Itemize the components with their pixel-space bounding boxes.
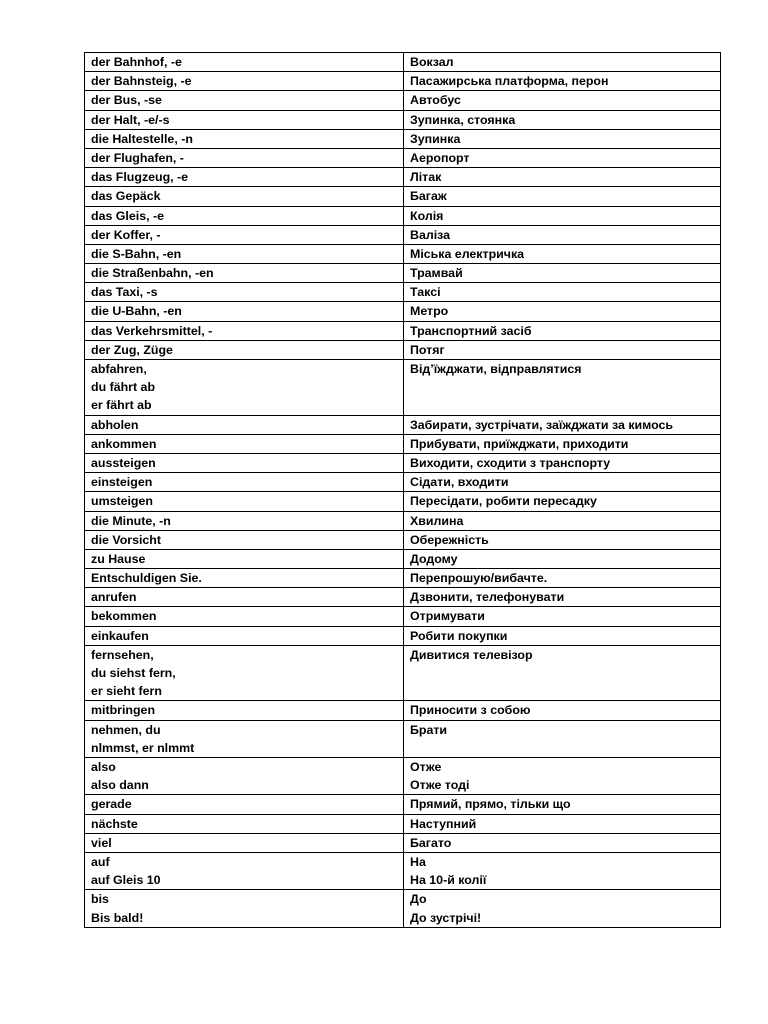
german-term-text: der Zug, Züge: [91, 342, 173, 357]
german-term-text: bis: [91, 892, 109, 907]
ukrainian-translation-cell: [404, 626, 721, 645]
ukrainian-translation-text: Літак: [410, 170, 442, 185]
german-term-cell: [85, 129, 404, 148]
german-term-text: die U-Bahn, -en: [91, 304, 182, 319]
german-term-text: auf Gleis 10: [91, 873, 161, 888]
table-row: [85, 91, 721, 110]
ukrainian-translation-text: Приносити з собою: [410, 703, 531, 718]
table-row: [85, 453, 721, 472]
ukrainian-translation-cell: [404, 569, 721, 588]
table-row: [85, 434, 721, 453]
german-term-text: abholen: [91, 417, 139, 432]
table-row: [85, 626, 721, 645]
ukrainian-translation-text: Вокзал: [410, 55, 454, 69]
ukrainian-translation-text: Багаж: [410, 189, 447, 204]
table-row: [85, 264, 721, 283]
table-row: [85, 833, 721, 852]
german-term-cell: [85, 168, 404, 187]
german-term-text: fernsehen,: [91, 647, 154, 662]
german-term-cell: [85, 283, 404, 302]
german-term-cell: [85, 244, 404, 263]
german-term-cell: [85, 511, 404, 530]
german-term-cell: [85, 340, 404, 359]
table-row: [85, 168, 721, 187]
ukrainian-translation-cell: [404, 795, 721, 814]
german-term-text: nehmen, du: [91, 722, 161, 737]
german-term-cell: [85, 758, 404, 795]
ukrainian-translation-text: Прямий, прямо, тільки що: [410, 797, 571, 812]
german-term-cell: [85, 264, 404, 283]
german-term-text: der Flughafen, -: [91, 150, 184, 165]
ukrainian-translation-cell: [404, 453, 721, 472]
ukrainian-translation-cell: [404, 321, 721, 340]
table-row: [85, 72, 721, 91]
german-term-cell: [85, 206, 404, 225]
ukrainian-translation-cell: [404, 814, 721, 833]
ukrainian-translation-cell: [404, 890, 721, 927]
german-term-cell: [85, 890, 404, 927]
ukrainian-translation-cell: [404, 701, 721, 720]
german-term-cell: [85, 473, 404, 492]
ukrainian-translation-text: Отже тоді: [410, 778, 470, 793]
german-term-text: die Minute, -n: [91, 513, 171, 528]
table-row: [85, 148, 721, 167]
ukrainian-translation-text: Валіза: [410, 227, 451, 242]
german-term-text: einkaufen: [91, 628, 149, 643]
ukrainian-translation-cell: [404, 758, 721, 795]
ukrainian-translation-cell: [404, 588, 721, 607]
german-term-text: also dann: [91, 778, 149, 793]
german-term-text: der Bahnsteig, -e: [91, 74, 192, 89]
german-term-text: das Verkehrsmittel, -: [91, 323, 213, 338]
german-term-cell: [85, 588, 404, 607]
ukrainian-translation-cell: [404, 720, 721, 757]
ukrainian-translation-text: Виходити, сходити з транспорту: [410, 455, 611, 470]
german-term-text: die Straßenbahn, -en: [91, 266, 214, 281]
ukrainian-translation-text: Брати: [410, 722, 448, 737]
german-term-cell: [85, 225, 404, 244]
table-row: [85, 360, 721, 416]
german-term-cell: [85, 701, 404, 720]
table-row: [85, 645, 721, 701]
ukrainian-translation-text: Міська електричка: [410, 246, 525, 261]
german-term-cell: [85, 814, 404, 833]
ukrainian-translation-text: Дзвонити, телефонувати: [410, 590, 565, 605]
table-row: [85, 110, 721, 129]
german-term-text: das Flugzeug, -e: [91, 170, 189, 185]
table-row: [85, 795, 721, 814]
ukrainian-translation-text: Колія: [410, 208, 444, 223]
german-term-text: ankommen: [91, 436, 157, 451]
ukrainian-translation-text: Таксі: [410, 285, 441, 300]
ukrainian-translation-cell: [404, 168, 721, 187]
ukrainian-translation-text: Багато: [410, 835, 452, 850]
table-row: [85, 321, 721, 340]
table-row: [85, 607, 721, 626]
german-term-cell: [85, 148, 404, 167]
german-term-cell: [85, 72, 404, 91]
ukrainian-translation-text: Пересідати, робити пересадку: [410, 494, 597, 509]
german-term-cell: [85, 187, 404, 206]
ukrainian-translation-cell: [404, 340, 721, 359]
ukrainian-translation-text: Отже: [410, 760, 442, 775]
ukrainian-translation-text: Трамвай: [410, 266, 463, 281]
table-row: [85, 129, 721, 148]
german-term-text: auf: [91, 854, 110, 869]
ukrainian-translation-cell: [404, 53, 721, 72]
table-row: [85, 588, 721, 607]
ukrainian-translation-cell: [404, 264, 721, 283]
ukrainian-translation-text: Дивитися телевізор: [410, 647, 533, 662]
ukrainian-translation-cell: [404, 492, 721, 511]
ukrainian-translation-text: Прибувати, приїжджати, приходити: [410, 436, 629, 451]
ukrainian-translation-text: Обережність: [410, 532, 489, 547]
table-row: [85, 302, 721, 321]
german-term-text: das Taxi, -s: [91, 285, 158, 300]
table-row: [85, 511, 721, 530]
german-term-cell: [85, 321, 404, 340]
german-term-text: anrufen: [91, 590, 137, 605]
german-term-text: zu Hause: [91, 551, 146, 566]
german-term-text: umsteigen: [91, 494, 153, 509]
ukrainian-translation-text: Зупинка: [410, 131, 461, 146]
ukrainian-translation-text: Автобус: [410, 93, 461, 108]
vocabulary-table: [84, 52, 721, 928]
ukrainian-translation-text: Транспортний засіб: [410, 323, 532, 338]
ukrainian-translation-text: Пасажирська платформа, перон: [410, 74, 609, 89]
german-term-cell: [85, 302, 404, 321]
ukrainian-translation-cell: [404, 645, 721, 701]
ukrainian-translation-text: Робити покупки: [410, 628, 508, 643]
ukrainian-translation-cell: [404, 607, 721, 626]
table-row: [85, 890, 721, 927]
ukrainian-translation-cell: [404, 434, 721, 453]
ukrainian-translation-cell: [404, 511, 721, 530]
german-term-cell: [85, 720, 404, 757]
german-term-text: der Halt, -e/-s: [91, 112, 170, 127]
german-term-cell: [85, 492, 404, 511]
vocabulary-table-body: [85, 53, 721, 928]
german-term-cell: [85, 415, 404, 434]
ukrainian-translation-text: Перепрошую/вибачте.: [410, 571, 548, 586]
ukrainian-translation-text: Наступний: [410, 816, 477, 831]
ukrainian-translation-cell: [404, 72, 721, 91]
german-term-text: das Gepäck: [91, 189, 161, 204]
german-term-text: einsteigen: [91, 475, 153, 490]
ukrainian-translation-cell: [404, 91, 721, 110]
german-term-text: mitbringen: [91, 703, 156, 718]
ukrainian-translation-cell: [404, 360, 721, 416]
table-row: [85, 283, 721, 302]
ukrainian-translation-text: Отримувати: [410, 609, 485, 624]
german-term-text: aussteigen: [91, 455, 156, 470]
ukrainian-translation-text: Додому: [410, 551, 458, 566]
table-row: [85, 569, 721, 588]
german-term-text: viel: [91, 835, 112, 850]
german-term-text: die Haltestelle, -n: [91, 131, 193, 146]
german-term-text: der Bus, -se: [91, 93, 162, 108]
german-term-cell: [85, 626, 404, 645]
german-term-cell: [85, 360, 404, 416]
ukrainian-translation-text: До зустрічі!: [410, 910, 482, 925]
ukrainian-translation-cell: [404, 549, 721, 568]
table-row: [85, 530, 721, 549]
table-row: [85, 187, 721, 206]
german-term-cell: [85, 53, 404, 72]
ukrainian-translation-text: Зупинка, стоянка: [410, 112, 516, 127]
ukrainian-translation-cell: [404, 473, 721, 492]
table-row: [85, 206, 721, 225]
table-row: [85, 415, 721, 434]
table-row: [85, 244, 721, 263]
ukrainian-translation-cell: [404, 148, 721, 167]
german-term-cell: [85, 434, 404, 453]
ukrainian-translation-cell: [404, 110, 721, 129]
german-term-cell: [85, 91, 404, 110]
german-term-text: du siehst fern,: [91, 666, 176, 681]
ukrainian-translation-cell: [404, 187, 721, 206]
table-row: [85, 492, 721, 511]
ukrainian-translation-cell: [404, 244, 721, 263]
german-term-text: die Vorsicht: [91, 532, 161, 547]
german-term-cell: [85, 569, 404, 588]
table-row: [85, 549, 721, 568]
ukrainian-translation-text: Потяг: [410, 342, 445, 357]
table-row: [85, 720, 721, 757]
german-term-text: er sieht fern: [91, 684, 162, 699]
ukrainian-translation-cell: [404, 530, 721, 549]
table-row: [85, 758, 721, 795]
ukrainian-translation-cell: [404, 302, 721, 321]
ukrainian-translation-text: Забирати, зустрічати, заїжджати за кимось: [410, 417, 674, 432]
ukrainian-translation-cell: [404, 225, 721, 244]
table-row: [85, 225, 721, 244]
german-term-text: die S-Bahn, -en: [91, 246, 182, 261]
ukrainian-translation-cell: [404, 129, 721, 148]
german-term-text: Entschuldigen Sie.: [91, 571, 202, 586]
ukrainian-translation-text: До: [410, 892, 427, 907]
table-row: [85, 340, 721, 359]
german-term-text: nlmmst, er nlmmt: [91, 740, 195, 755]
table-row: [85, 814, 721, 833]
german-term-cell: [85, 110, 404, 129]
german-term-text: also: [91, 760, 116, 775]
ukrainian-translation-cell: [404, 283, 721, 302]
german-term-text: der Koffer, -: [91, 227, 161, 242]
german-term-cell: [85, 607, 404, 626]
german-term-text: Bis bald!: [91, 910, 144, 925]
ukrainian-translation-cell: [404, 206, 721, 225]
german-term-cell: [85, 795, 404, 814]
ukrainian-translation-text: На 10-й колії: [410, 873, 487, 888]
german-term-cell: [85, 530, 404, 549]
german-term-text: das Gleis, -e: [91, 208, 165, 223]
german-term-cell: [85, 549, 404, 568]
table-row: [85, 852, 721, 889]
ukrainian-translation-text: Аеропорт: [410, 150, 470, 165]
table-row: [85, 701, 721, 720]
german-term-text: du fährt ab: [91, 380, 156, 395]
ukrainian-translation-cell: [404, 415, 721, 434]
table-row: [85, 473, 721, 492]
german-term-cell: [85, 645, 404, 701]
german-term-cell: [85, 453, 404, 472]
ukrainian-translation-text: Хвилина: [410, 513, 464, 528]
german-term-text: gerade: [91, 797, 132, 812]
ukrainian-translation-cell: [404, 852, 721, 889]
ukrainian-translation-text: На: [410, 854, 426, 869]
german-term-text: der Bahnhof, -e: [91, 55, 182, 69]
ukrainian-translation-text: Сідати, входити: [410, 475, 509, 490]
table-row: [85, 53, 721, 72]
german-term-text: bekommen: [91, 609, 157, 624]
german-term-text: abfahren,: [91, 362, 147, 376]
german-term-cell: [85, 852, 404, 889]
german-term-text: er fährt ab: [91, 398, 152, 413]
ukrainian-translation-text: Метро: [410, 304, 449, 319]
german-term-text: nächste: [91, 816, 138, 831]
ukrainian-translation-text: Від’їжджати, відправлятися: [410, 362, 582, 376]
german-term-cell: [85, 833, 404, 852]
ukrainian-translation-cell: [404, 833, 721, 852]
